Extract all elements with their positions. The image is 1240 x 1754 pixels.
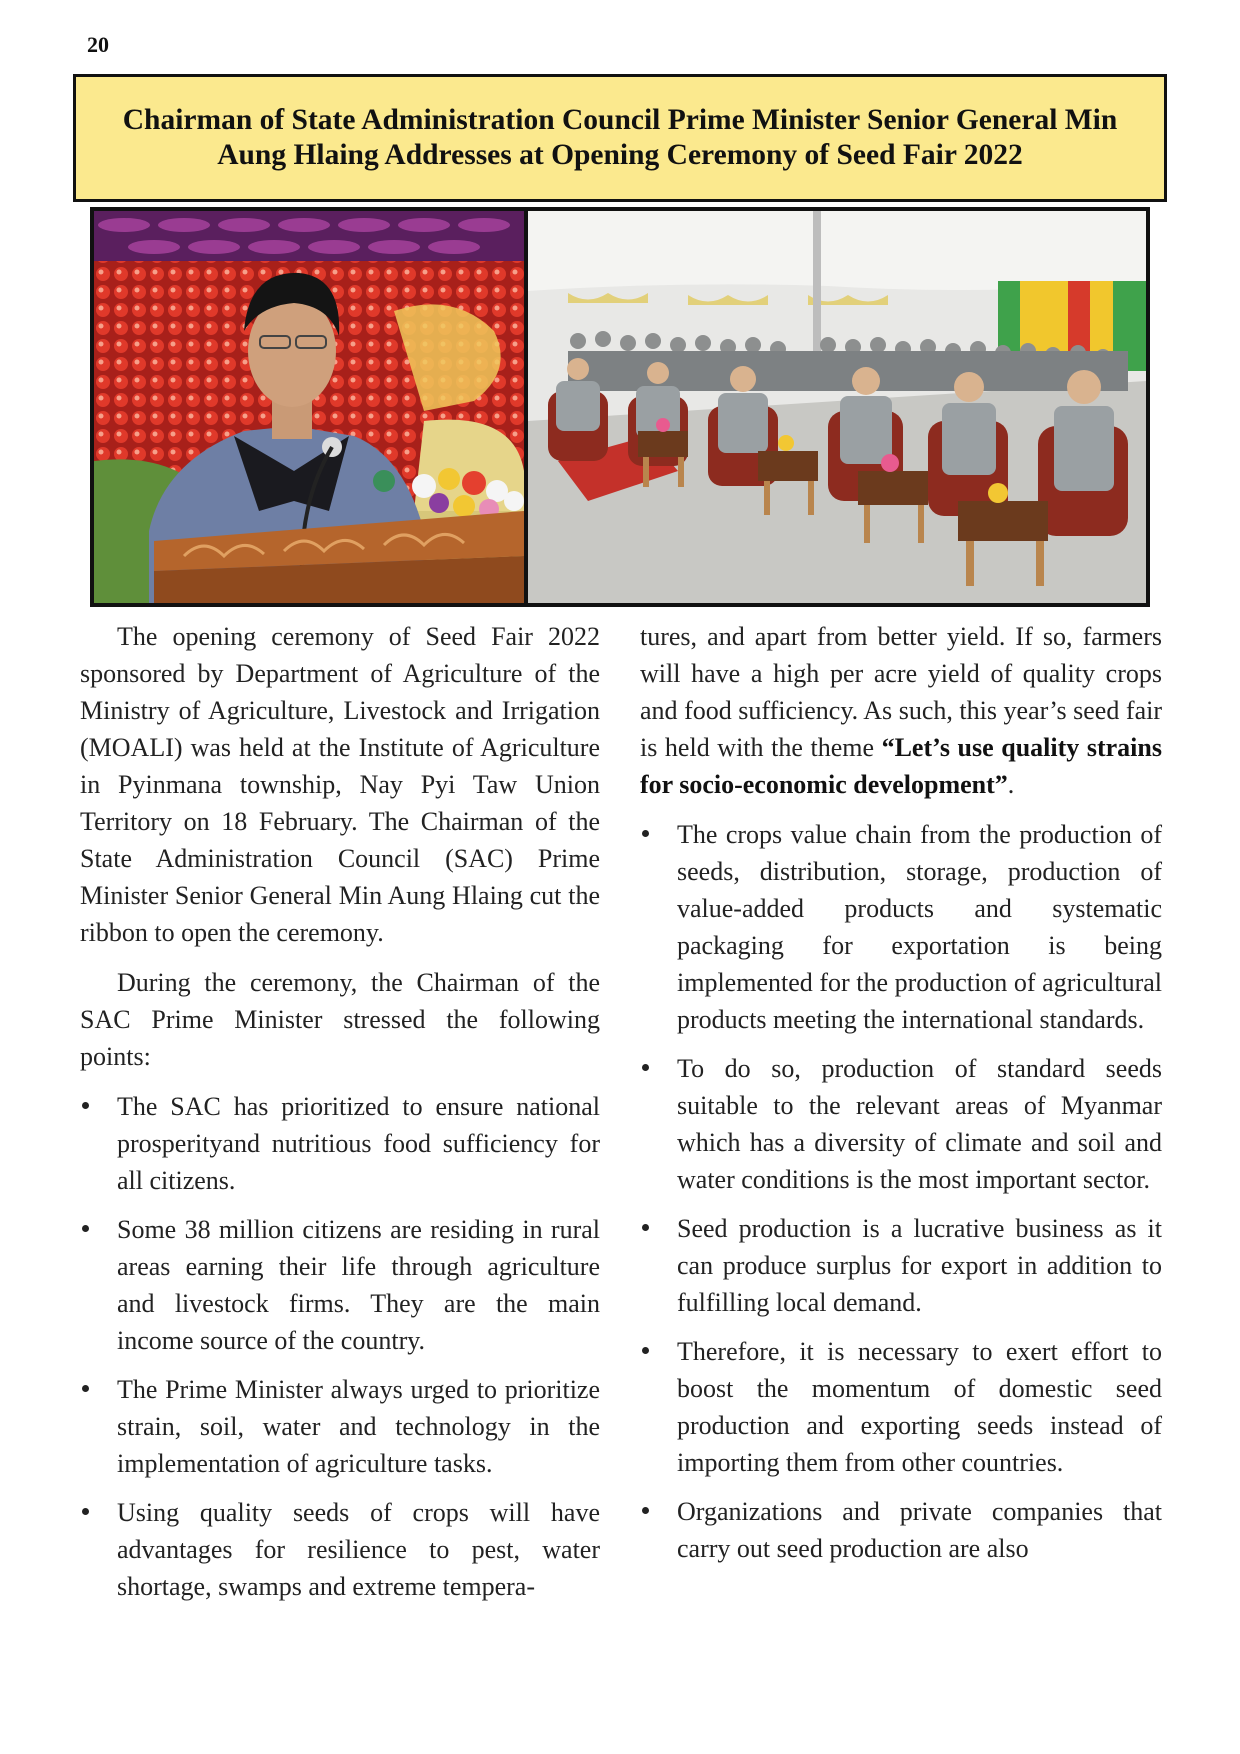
bullet-icon bbox=[82, 1508, 89, 1515]
intro-paragraph: The opening ceremony of Seed Fair 2022 sponsored by Department of Agriculture of the Ministry of Agriculture, Livestock and Irrigation (MOALI) was held at the Institute of Agriculture in Pyinmana township, Nay Pyi Taw Union Territory on 18 February. The Chairman of the State Administration Council (SAC) Prime Minister Senior General Min Aung Hlaing cut the ribbon to open the ceremony. bbox=[80, 622, 600, 947]
bullet-icon bbox=[642, 1507, 649, 1514]
bullet-icon bbox=[82, 1102, 89, 1109]
list-item: Using quality seeds of crops will have advantages for resilience to pest, water shortage, swamps and extreme tempera- bbox=[80, 1494, 600, 1605]
list-item: Organizations and private companies that carry out seed production are also bbox=[640, 1493, 1162, 1567]
right-bullet-list bbox=[640, 816, 1162, 1567]
bullet-icon bbox=[642, 1347, 649, 1354]
list-item: Therefore, it is necessary to exert effort to boost the momentum of domestic seed production and exporting seeds instead of importing them from other countries. bbox=[640, 1333, 1162, 1481]
bullet-icon bbox=[642, 1224, 649, 1231]
points-intro-paragraph: During the ceremony, the Chairman of the SAC Prime Minister stressed the following points: bbox=[80, 968, 600, 1071]
page-number: 20 bbox=[87, 32, 109, 57]
bullet-icon bbox=[642, 830, 649, 837]
continuation-paragraph: tures, and apart from better yield. If so, farmers will have a high per acre yield of quality crops and food sufficiency. As such, this year’s seed fair is held with the theme “Let’s use quality strains for socio-economic development”. bbox=[640, 622, 1162, 799]
title-banner bbox=[73, 74, 1167, 202]
left-bullet-list bbox=[80, 1088, 600, 1605]
theme-text: “Let’s use quality strains for socio-economic development” bbox=[640, 733, 1162, 799]
bullet-icon bbox=[82, 1385, 89, 1392]
list-item: Some 38 million citizens are residing in rural areas earning their life through agriculture and livestock firms. They are the main income source of the country. bbox=[80, 1211, 600, 1359]
article-title: Chairman of State Administration Council Prime Minister Senior General Min Aung Hlaing Addresses at Opening Ceremony of Seed Fair 2022 bbox=[122, 104, 1118, 171]
list-item: Seed production is a lucrative business as it can produce surplus for export in addition to fulfilling local demand. bbox=[640, 1210, 1162, 1321]
list-item: The crops value chain from the production of seeds, distribution, storage, production of value-added products and systematic packaging for exportation is being implemented for the production of agricultural products meeting the international standards. bbox=[640, 816, 1162, 1038]
list-item: To do so, production of standard seeds suitable to the relevant areas of Myanmar which has a diversity of climate and soil and water conditions is the most important sector. bbox=[640, 1050, 1162, 1198]
audience-photo bbox=[528, 211, 1146, 603]
list-item: The SAC has prioritized to ensure national prosperityand nutritious food sufficiency for all citizens. bbox=[80, 1088, 600, 1199]
speaker-photo bbox=[94, 211, 524, 603]
bullet-icon bbox=[642, 1064, 649, 1071]
right-column bbox=[640, 618, 1162, 1579]
photo-frame bbox=[90, 207, 1150, 607]
left-column bbox=[80, 618, 600, 1617]
bullet-icon bbox=[82, 1225, 89, 1232]
list-item: The Prime Minister always urged to prioritize strain, soil, water and technology in the implementation of agriculture tasks. bbox=[80, 1371, 600, 1482]
